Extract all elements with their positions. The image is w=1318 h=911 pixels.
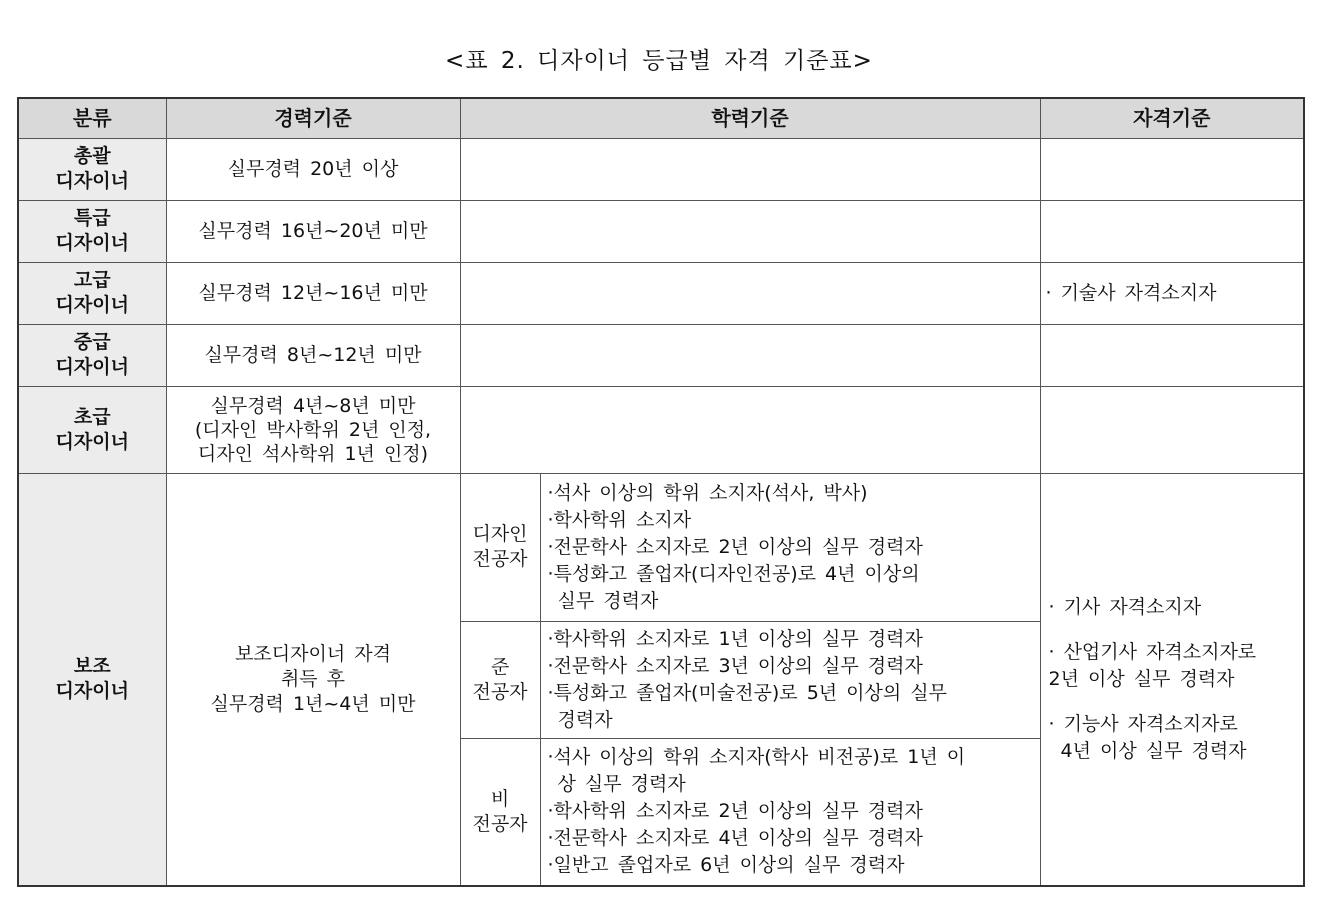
table-row-general-designer <box>18 138 1304 200</box>
qualification-line: 2년 이상 실무 경력자 <box>1048 667 1235 690</box>
group-label-line1: 비 <box>490 787 510 810</box>
education-cell <box>460 138 1040 200</box>
career-line: 디자인 석사학위 1년 인정) <box>197 442 429 465</box>
qualification-line: 4년 이상 실무 경력자 <box>1060 739 1247 762</box>
career-line: (디자인 박사학위 2년 인정, <box>194 418 432 441</box>
grade-label-line2: 디자이너 <box>55 430 129 453</box>
list-item: ·전문학사 소지자로 4년 이상의 실무 경력자 <box>547 827 923 850</box>
group-label-line1: 디자인 <box>472 523 528 545</box>
grade-label-line1: 중급 <box>73 331 111 353</box>
grade-label-line1: 보조 <box>73 655 111 678</box>
table-caption: <표 2. 디자이너 등급별 자격 기준표> <box>445 48 873 74</box>
grade-label-line2: 디자이너 <box>55 232 129 254</box>
education-cell <box>460 262 1040 324</box>
table-row-junior-designer <box>18 386 1304 473</box>
grade-label-line1: 특급 <box>73 207 111 229</box>
education-group-items <box>540 621 1040 738</box>
table-row-special-designer <box>18 200 1304 262</box>
table-row-advanced-designer <box>18 262 1304 324</box>
qualification-cell <box>1040 324 1304 386</box>
list-item: ·특성화고 졸업자(디자인전공)로 4년 이상의 <box>547 562 920 585</box>
list-item: ·전문학사 소지자로 3년 이상의 실무 경력자 <box>547 654 923 677</box>
qualification-cell <box>1040 138 1304 200</box>
designer-grade-table <box>17 97 1305 887</box>
grade-cell <box>18 324 166 386</box>
grade-label-line1: 총괄 <box>73 145 111 167</box>
career-line: 보조디자이너 자격 <box>235 642 391 665</box>
list-item: ·석사 이상의 학위 소지자(학사 비전공)로 1년 이 <box>547 746 966 769</box>
career-line: 실무경력 4년~8년 미만 <box>210 394 416 417</box>
qualification-item <box>1049 711 1299 765</box>
group-label-line1: 준 <box>490 655 510 678</box>
table-header-row <box>18 98 1304 138</box>
qualification-cell: · 기술사 자격소지자 <box>1040 262 1304 324</box>
career-cell <box>166 386 460 473</box>
qualification-item <box>1049 639 1299 693</box>
education-group-label <box>460 738 540 886</box>
list-item: ·학사학위 소지자로 1년 이상의 실무 경력자 <box>547 627 923 650</box>
education-cell <box>460 200 1040 262</box>
grade-cell <box>18 262 166 324</box>
list-item: 경력자 <box>557 708 613 731</box>
table-row-intermediate-designer <box>18 324 1304 386</box>
group-label-line2: 전공자 <box>472 548 528 570</box>
grade-cell <box>18 138 166 200</box>
group-label-line2: 전공자 <box>472 812 528 835</box>
qualification-line: · 기사 자격소지자 <box>1048 595 1202 618</box>
career-cell: 실무경력 8년~12년 미만 <box>166 324 460 386</box>
list-item: ·일반고 졸업자로 6년 이상의 실무 경력자 <box>547 854 905 877</box>
grade-label-line1: 초급 <box>73 405 111 428</box>
grade-cell <box>18 386 166 473</box>
header-education: 학력기준 <box>460 98 1040 138</box>
grade-label-line2: 디자이너 <box>55 294 129 316</box>
header-category: 분류 <box>18 98 166 138</box>
qualification-cell <box>1040 200 1304 262</box>
qualification-cell <box>1040 386 1304 473</box>
grade-label-line2: 디자이너 <box>55 680 129 703</box>
education-group-label <box>460 621 540 738</box>
list-item: ·석사 이상의 학위 소지자(석사, 박사) <box>547 481 868 504</box>
education-group-items <box>540 473 1040 621</box>
grade-label-line2: 디자이너 <box>55 170 129 192</box>
list-item: 실무 경력자 <box>557 589 659 612</box>
qualification-item <box>1049 594 1299 621</box>
header-career: 경력기준 <box>166 98 460 138</box>
career-cell: 실무경력 16년~20년 미만 <box>166 200 460 262</box>
list-item: ·전문학사 소지자로 2년 이상의 실무 경력자 <box>547 535 923 558</box>
list-item: ·학사학위 소지자로 2년 이상의 실무 경력자 <box>547 800 923 823</box>
career-line: 실무경력 1년~4년 미만 <box>210 692 416 715</box>
education-cell <box>460 386 1040 473</box>
grade-label-line1: 고급 <box>73 269 111 291</box>
list-item: 상 실무 경력자 <box>557 773 686 796</box>
list-item: ·특성화고 졸업자(미술전공)로 5년 이상의 실무 <box>547 681 947 704</box>
grade-cell <box>18 200 166 262</box>
qualification-line: · 기능사 자격소지자로 <box>1048 712 1238 735</box>
header-qualification: 자격기준 <box>1040 98 1304 138</box>
qualification-line: · 산업기사 자격소지자로 <box>1048 640 1257 663</box>
career-cell: 실무경력 12년~16년 미만 <box>166 262 460 324</box>
career-cell <box>166 473 460 886</box>
education-group-items <box>540 738 1040 886</box>
grade-label-line2: 디자이너 <box>55 356 129 378</box>
education-cell <box>460 324 1040 386</box>
grade-cell <box>18 473 166 886</box>
qualification-cell <box>1040 473 1304 886</box>
list-item: ·학사학위 소지자 <box>547 508 692 531</box>
career-line: 취득 후 <box>280 667 346 690</box>
group-label-line2: 전공자 <box>472 680 528 703</box>
career-cell: 실무경력 20년 이상 <box>166 138 460 200</box>
table-row-assistant-designer-major <box>18 473 1304 621</box>
education-group-label <box>460 473 540 621</box>
